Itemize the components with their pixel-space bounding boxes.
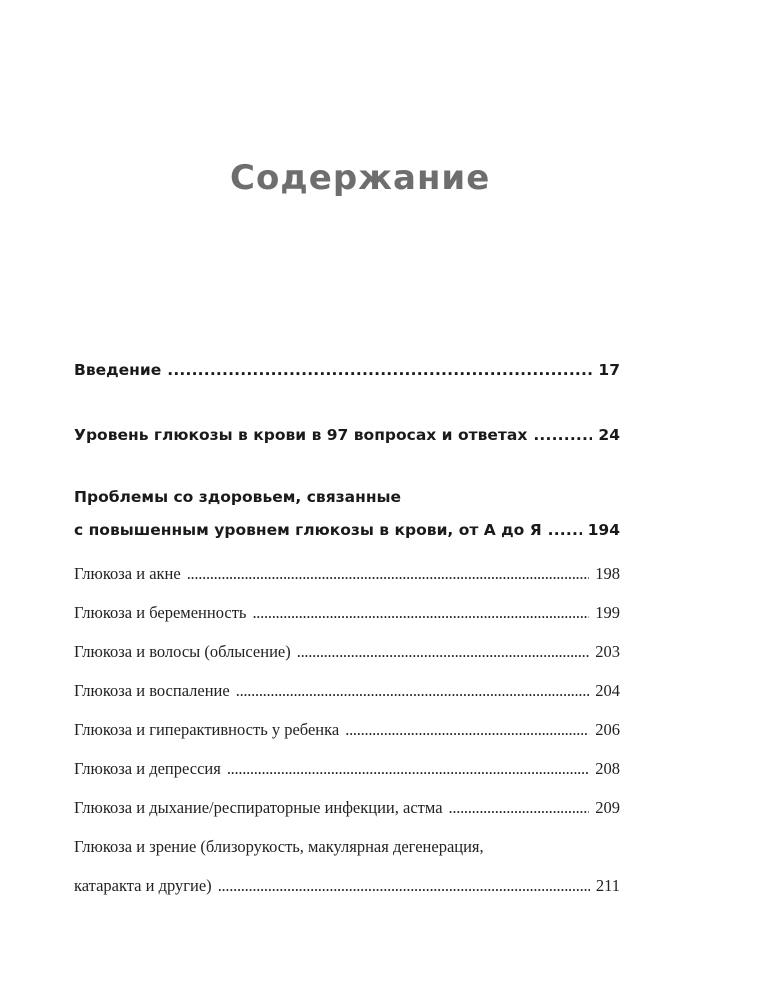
toc-subentry-breathing[interactable]: [74, 796, 620, 820]
toc-subentry-label: Глюкоза и волосы (облысение): [74, 642, 291, 661]
toc-subentry-label: Глюкоза и акне: [74, 564, 181, 583]
toc-leader-dots: [187, 562, 590, 586]
toc-subentry-page: 211: [595, 876, 620, 895]
toc-entry-label: с повышенным уровнем глюкозы в крови, от А до Я: [74, 521, 542, 539]
toc-entry-health-problems-line1[interactable]: [74, 485, 620, 509]
toc-subentry-page: 208: [595, 759, 620, 778]
toc-subentry-page: 209: [595, 798, 620, 817]
toc-subentry-hyperactivity[interactable]: [74, 718, 620, 742]
toc-leader-dots: [167, 358, 592, 382]
toc-entry-page: 17: [598, 361, 620, 379]
toc-subentry-label: Глюкоза и беременность: [74, 603, 247, 622]
toc-entry-introduction[interactable]: [74, 358, 620, 382]
toc-subentry-label: Глюкоза и дыхание/респираторные инфекции, астма: [74, 798, 443, 817]
toc-entry-health-problems-line2[interactable]: [74, 518, 620, 542]
toc-subentry-page: 198: [595, 564, 620, 583]
toc-entry-label: Уровень глюкозы в крови в 97 вопросах и ответах: [74, 426, 528, 444]
toc-entry-label: Введение: [74, 361, 162, 379]
toc-entry-label: Проблемы со здоровьем, связанные: [74, 488, 402, 506]
toc-entry-page: 194: [587, 521, 620, 539]
toc-subentry-hair[interactable]: [74, 640, 620, 664]
toc-subentry-vision-line1[interactable]: [74, 835, 620, 859]
toc-leader-dots: [449, 796, 590, 820]
page-title: Содержание: [230, 158, 491, 198]
toc-subentry-label: Глюкоза и депрессия: [74, 759, 221, 778]
toc-leader-dots: [533, 423, 592, 447]
toc-subentry-depression[interactable]: [74, 757, 620, 781]
toc-subentry-label: Глюкоза и гиперактивность у ребенка: [74, 720, 340, 739]
toc-subentry-pregnancy[interactable]: [74, 601, 620, 625]
toc-subentry-vision-line2[interactable]: [74, 874, 620, 898]
toc-leader-dots: [252, 601, 589, 625]
toc-leader-dots: [218, 874, 590, 898]
toc-subentry-inflammation[interactable]: [74, 679, 620, 703]
toc-leader-dots: [227, 757, 589, 781]
toc-leader-dots: [236, 679, 590, 703]
toc-entry-page: 24: [598, 426, 620, 444]
toc-leader-dots: [345, 718, 589, 742]
toc-subentry-page: 203: [595, 642, 620, 661]
toc-leader-dots: [297, 640, 590, 664]
toc-leader-dots: [548, 518, 582, 542]
toc-subentry-label: Глюкоза и зрение (близорукость, макулярная дегенерация,: [74, 837, 484, 856]
toc-subentry-label: Глюкоза и воспаление: [74, 681, 230, 700]
toc-subentry-acne[interactable]: [74, 562, 620, 586]
toc-subentry-label: катаракта и другие): [74, 876, 212, 895]
toc-subentry-page: 204: [595, 681, 620, 700]
toc-subentry-page: 206: [595, 720, 620, 739]
toc-entry-glucose-qa[interactable]: [74, 423, 620, 447]
toc-subentry-page: 199: [595, 603, 620, 622]
